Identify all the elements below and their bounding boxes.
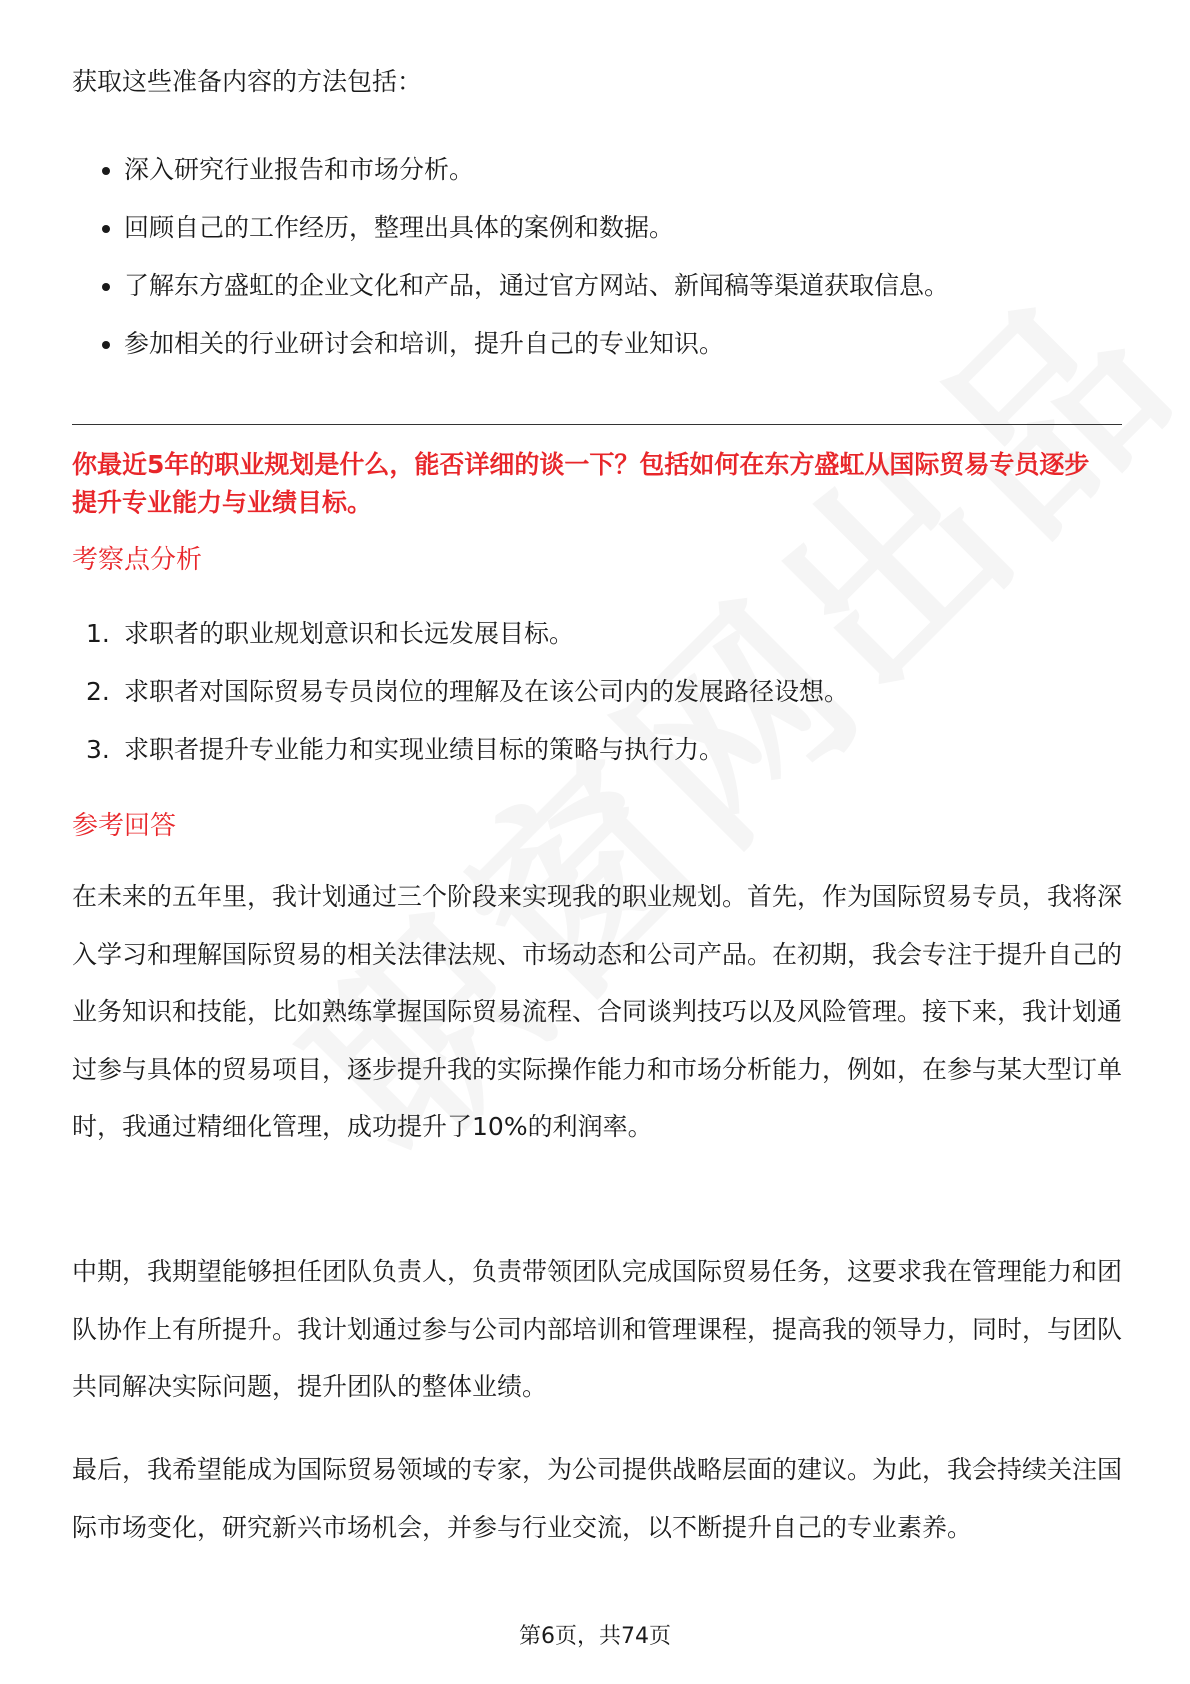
answer-paragraph: 中期，我期望能够担任团队负责人，负责带领团队完成国际贸易任务，这要求我在管理能力和团队协作上有所提升。我计划通过参与公司内部培训和管理课程，提高我的领导力，同时，与团队共同解决实际问题，提升团队的整体业绩。 — [72, 1257, 1123, 1401]
list-item: 3. 求职者提升专业能力和实现业绩目标的策略与执行力。 — [86, 735, 725, 764]
list-item: 参加相关的行业研讨会和培训，提升自己的专业知识。 — [72, 324, 949, 382]
page-number: 第6页，共74页 — [519, 1624, 671, 1649]
list-item: 2. 求职者对国际贸易专员岗位的理解及在该公司内的发展路径设想。 — [86, 677, 850, 706]
list-item: 1. 求职者的职业规划意识和长远发展目标。 — [86, 619, 575, 648]
list-item: 了解东方盛虹的企业文化和产品，通过官方网站、新闻稿等渠道获取信息。 — [72, 266, 949, 324]
analysis-heading: 考察点分析 — [72, 545, 203, 575]
methods-list — [72, 150, 949, 382]
intro-text: 获取这些准备内容的方法包括： — [72, 67, 423, 96]
section-divider — [72, 424, 1122, 425]
list-item: 深入研究行业报告和市场分析。 — [72, 150, 949, 208]
analysis-list — [72, 614, 849, 788]
answer-heading: 参考回答 — [72, 811, 177, 841]
bullet-icon — [102, 341, 110, 349]
answer-paragraph: 在未来的五年里，我计划通过三个阶段来实现我的职业规划。首先，作为国际贸易专员，我将深入学习和理解国际贸易的相关法律法规、市场动态和公司产品。在初期，我会专注于提升自己的业务知识和技能，比如熟练掌握国际贸易流程、合同谈判技巧以及风险管理。接下来，我计划通过参与具体的贸易项目，逐步提升我的实际操作能力和市场分析能力，例如，在参与某大型订单时，我通过精细化管理，成功提升了10%的利润率。 — [72, 882, 1123, 1141]
list-item: 回顾自己的工作经历，整理出具体的案例和数据。 — [72, 208, 949, 266]
bullet-icon — [102, 167, 110, 175]
bullet-icon — [102, 225, 110, 233]
bullet-icon — [102, 283, 110, 291]
answer-paragraph: 最后，我希望能成为国际贸易领域的专家，为公司提供战略层面的建议。为此，我会持续关注国际市场变化，研究新兴市场机会，并参与行业交流，以不断提升自己的专业素养。 — [72, 1455, 1123, 1542]
interview-question: 你最近5年的职业规划是什么，能否详细的谈一下？包括如何在东方盛虹从国际贸易专员逐步提升专业能力与业绩目标。 — [72, 450, 1090, 517]
